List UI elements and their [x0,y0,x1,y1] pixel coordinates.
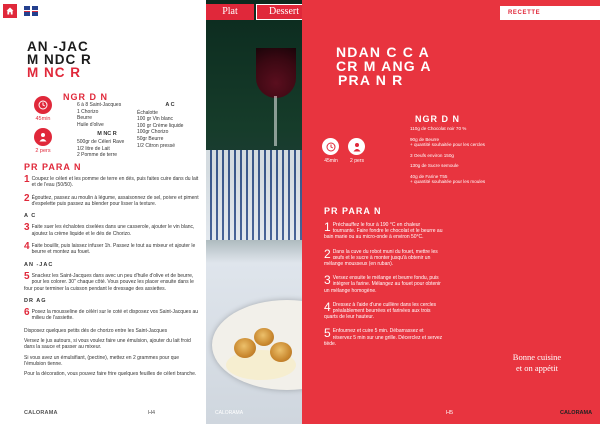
step-1 [324,222,444,241]
ingredients-column-2 [137,102,203,149]
preparation-heading: PR PARA N [24,162,82,172]
uk-flag-icon[interactable] [24,6,38,16]
step-5 [24,270,200,292]
recette-label[interactable]: RECETTE [500,6,600,20]
ingredient-group [410,126,560,132]
step-number: 6 [24,307,30,319]
paragraph: Pour la décoration, vous pouvez faire frire quelques feuilles de céleri branche. [24,371,197,378]
ingredient-note: + quantité souhaitée pour les moules [410,179,486,184]
step-number: 2 [24,192,30,204]
ingredient-item: 1/2 litre de Lait [77,145,110,152]
ingredients-column-1 [77,102,137,159]
tab-plat[interactable]: Plat [206,4,254,20]
persons-badge [34,128,52,146]
time-badge [34,96,52,114]
time-value: 45min [35,116,51,122]
ingredient-item: 1/2 Citron pressé [137,142,176,149]
brand-logo-left: CALORAMA [24,410,58,416]
recipe-title-right [336,45,516,87]
step-5 [324,328,444,347]
step-number: 3 [24,222,30,234]
step-text: Snackez les Saint-Jacques dans avec un peu d'huile d'olive et de beurre, pour les colorer. 30'' chaque côté. Vous pouvez les placer ensuite dans le four pour terminer la cuisson pendant le dressage des assiettes. [24,272,194,292]
striped-tablecloth [206,150,302,240]
title-line-3: M NC R [27,65,81,80]
ingredient-item: 6 à 8 Saint-Jacques [77,102,122,108]
right-page [302,0,600,424]
step-number: 3 [324,273,331,288]
ingredient-group [410,163,560,169]
ingredient-item: 110g de Chocolat noir 70 % [410,126,467,131]
ingredient-item: 2 Pomme de terre [77,152,118,159]
ingredient-item: 100 gr Crème liquide [137,122,184,129]
scallop [254,328,274,346]
saint-jacques-subheading: AN -JAC [24,261,54,268]
wine-glass [256,48,296,98]
preparation-steps-left [24,176,200,382]
persons-value: 2 pers [35,148,51,154]
ingredient-subheading: M NC R [97,131,117,138]
step-number: 2 [324,246,331,261]
time-badge-right [322,138,339,155]
ingredient-item: 40g de Farine T55 [410,173,448,179]
step-number: 5 [324,326,331,341]
step-text: Faite bouillir, puis laissez infuser 1h. Passez le tout au mixeur et ajouter le beurre et montez au fouet. [31,243,196,256]
ingredient-item: 90g de Beurre [410,136,440,142]
title-line-3: PRA N R [338,72,404,88]
step-text: Égouttez, passez au moulin à légume, assaisonnez de sel, poivre et piment d'espelette puis passez au blender pour lisser la texture. [31,194,199,207]
ingredient-group [410,137,560,148]
time-value-right: 45min [324,158,338,164]
step-text: Enfournez et cuire 5 min. Débarrassez et réservez 5 min sur une grille. Décerclez et servez tiède. [324,328,443,347]
ingredient-item: Échalotte [137,109,158,116]
title-line-1: AN -JAC [27,39,89,54]
persons-badge-right [348,138,365,155]
brand-logo-right: CALORAMA [560,410,593,416]
step-4 [324,299,444,321]
scallop [270,342,292,362]
clock-icon [326,142,336,152]
title-line-2: CR M ANG A [336,58,432,74]
person-icon [352,142,362,152]
person-icon [38,132,48,142]
step-text: Dans la cuve du robot muni du fouet, mettre les œufs et le sucre à monter jusqu'à obtenir un mélange mousseux (en ruban). [324,248,438,268]
ingredient-note: + quantité souhaitée pour les cercles [410,142,485,147]
recipe-title-left [27,40,199,79]
paragraph: Disposez quelques petits dés de chorizo entre les Saint-Jacques [24,327,168,334]
step-1 [24,176,200,189]
clock-icon [38,100,48,110]
step-number: 4 [324,299,331,314]
step-number: 1 [324,220,331,234]
preparation-steps-right [324,222,444,355]
step-2 [324,246,444,268]
ingredient-item: 3 Oeufs environ 150g [410,152,454,158]
step-3 [324,275,444,294]
step-text: Coupez le céleri et les pomme de terre en dés, puis faites cuire dans du lait et de l'eau (50/50). [31,176,199,189]
tab-dessert[interactable]: Dessert [256,4,312,20]
step-number: 1 [24,174,30,185]
wine-glass-stem [274,96,277,146]
brand-logo-photo: CALORAMA [215,410,244,416]
step-number: 4 [24,241,30,253]
left-top-bar [0,0,206,22]
ingredient-item: 100gr Chorizo [137,129,169,136]
bonne-cuisine-tagline [492,352,582,374]
step-text: Faite suer les échalotes ciselées dans une casserole, ajouter le vin blanc, ajoutez la crème liquide et le dés de Chorizo. [31,224,195,237]
home-button[interactable] [3,4,17,18]
step-text: Posez la mousseline de céléri sur le coté et disposez vos Saint-Jacques au milieu de l'assiette. [31,309,199,322]
ingredient-subheading: A C [165,102,175,108]
page-number-right: H5 [446,410,454,416]
step-text: Dressez à l'aide d'une cuillère dans les cercles préalablement beurrées et farinées aux trois quarts de leur hauteur. [324,301,437,321]
ingredients-heading: NGR D N [63,92,108,102]
ingredient-group [410,153,560,159]
ingredient-item: 50gr Beurre [137,135,164,142]
paragraph: Versez le jus autours, si vous voulez faire une émulsion, ajouter du lait froid dans la sauce et passer au mixeur. [24,338,191,351]
dish-photo [206,0,302,424]
ingredient-group [410,174,560,185]
step-2 [24,192,200,208]
paragraph: Si vous avez un émulsifiant, (pectine), mettez en 2 grammes pour que l'émulsion tienne. [24,354,180,367]
preparation-heading-right: PR PARA N [324,206,382,216]
left-page [0,0,206,424]
step-text: Préchauffez le four à 190 °C en chaleur tournante. Faire fondre le chocolat et le beurre au bain marie ou au micro-onde à environ 50°C. [324,222,443,241]
tagline-line-2: et on appétit [515,363,558,373]
tagline-line-1: Bonne cuisine [512,352,562,362]
home-icon [6,7,14,15]
page-number-left: H4 [148,410,156,416]
sauce-subheading: A C [24,213,37,220]
ingredient-item: 100 gr Vin blanc [137,116,174,123]
ingredients-heading-right: NGR D N [415,114,460,124]
step-number: 5 [24,270,30,282]
title-line-2: M NDC R [27,52,92,67]
persons-value-right: 2 pers [350,158,364,164]
ingredient-item: 500gr de Céleri Rave [77,138,125,145]
step-3 [24,224,200,237]
ingredient-item: Beurre [77,115,93,122]
dressage-subheading: DR AG [24,297,47,304]
ingredient-item: Huile d'olive [77,121,104,128]
ingredient-item: 130g de Sucre semoule [410,163,459,168]
step-text: Versez ensuite le mélange et beurre fondu, puis intégrer la farine. Mélangez au fouet pour obtenir un mélange homogène. [324,275,441,294]
scallop [234,338,256,358]
ingredient-item: 1 Chorizo [77,108,99,115]
step-4 [24,243,200,256]
title-line-1: NDAN C C A [336,44,430,60]
step-6 [24,309,200,322]
ingredients-list-right [410,126,560,190]
